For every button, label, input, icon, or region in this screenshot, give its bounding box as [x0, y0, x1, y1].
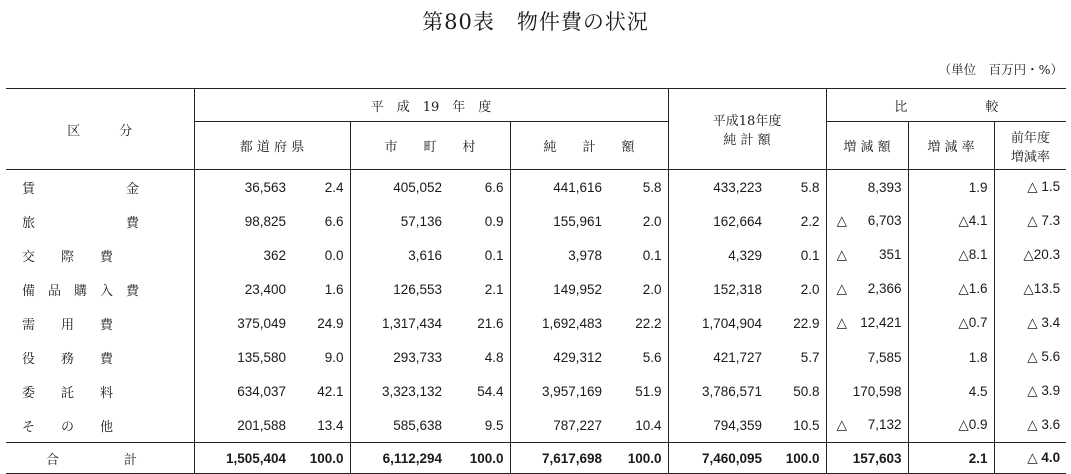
net-value: 155,961 — [510, 204, 608, 238]
pref-pct: 13.4 — [317, 417, 344, 433]
pref-value: 362 — [194, 238, 292, 272]
rate-value: △1.6 — [908, 272, 994, 306]
table-row — [6, 374, 1066, 408]
city-pct: 2.1 — [484, 281, 504, 297]
row-label: 旅 費 — [22, 215, 140, 231]
city-pct: 54.4 — [477, 383, 504, 399]
city-value: 405,052 — [350, 170, 448, 205]
table-row — [6, 340, 1066, 374]
pref-value: 1,505,404 — [194, 443, 292, 474]
header-h19: 平 成 19 年 度 — [194, 89, 668, 122]
city-pct: 9.5 — [484, 417, 504, 433]
diff-value — [826, 204, 908, 238]
city-value: 57,136 — [350, 204, 448, 238]
city-value: 126,553 — [350, 272, 448, 306]
diff-number: 7,132 — [867, 417, 902, 432]
h18-value: 433,223 — [668, 170, 768, 205]
diff-number: 157,603 — [852, 450, 902, 466]
pref-pct: 1.6 — [324, 281, 344, 297]
header-diff: 増 減 額 — [826, 122, 908, 170]
city-pct: 100.0 — [448, 443, 510, 474]
header-prev — [994, 122, 1066, 170]
pref-value: 135,580 — [194, 340, 292, 374]
pref-pct: 0.0 — [324, 247, 344, 263]
diff-value — [826, 272, 908, 306]
city-value: 3,323,132 — [350, 374, 448, 408]
diff-value — [826, 238, 908, 272]
header-category: 区 分 — [6, 89, 194, 170]
net-value: 441,616 — [510, 170, 608, 205]
diff-number: 2,366 — [867, 281, 902, 296]
pref-value: 23,400 — [194, 272, 292, 306]
h18-pct: 0.1 — [800, 247, 820, 263]
city-pct: 0.1 — [484, 247, 504, 263]
net-pct: 100.0 — [608, 443, 668, 474]
rate-value: 1.8 — [908, 340, 994, 374]
header-prev-line2: 増減率 — [1010, 149, 1050, 165]
h18-value: 162,664 — [668, 204, 768, 238]
h18-pct: 5.7 — [800, 349, 820, 365]
rate-value: △4.1 — [908, 204, 994, 238]
pref-value: 375,049 — [194, 306, 292, 340]
diff-sign: △ — [836, 315, 847, 330]
diff-sign: △ — [836, 247, 847, 262]
table-row — [6, 408, 1066, 443]
table-row — [6, 204, 1066, 238]
h18-pct: 100.0 — [768, 443, 826, 474]
net-value: 149,952 — [510, 272, 608, 306]
city-value: 6,112,294 — [350, 443, 448, 474]
h18-value: 421,727 — [668, 340, 768, 374]
prev-rate-value: △20.3 — [994, 238, 1066, 272]
pref-pct: 2.4 — [324, 179, 344, 195]
table-row — [6, 170, 1066, 205]
header-h18 — [668, 89, 826, 170]
diff-value — [826, 340, 908, 374]
diff-value — [826, 306, 908, 340]
diff-value — [826, 374, 908, 408]
header-city: 市 町 村 — [350, 122, 510, 170]
table-row — [6, 272, 1066, 306]
row-label: 交 際 費 — [22, 249, 114, 265]
prev-rate-value: △ 1.5 — [994, 170, 1066, 205]
row-label: 備 品 購 入 費 — [22, 283, 140, 299]
unit-note: （単位 百万円・%） — [938, 62, 1063, 77]
header-h18-line2: 純 計 額 — [723, 133, 771, 148]
net-pct: 0.1 — [642, 247, 662, 263]
h18-value: 152,318 — [668, 272, 768, 306]
rate-value: △0.7 — [908, 306, 994, 340]
h18-pct: 2.2 — [800, 213, 820, 229]
pref-pct: 100.0 — [292, 443, 350, 474]
table-row — [6, 238, 1066, 272]
h18-value: 7,460,095 — [668, 443, 768, 474]
city-value: 293,733 — [350, 340, 448, 374]
h18-value: 1,704,904 — [668, 306, 768, 340]
pref-value: 201,588 — [194, 408, 292, 443]
h18-value: 4,329 — [668, 238, 768, 272]
prev-rate-value: △13.5 — [994, 272, 1066, 306]
prev-rate-value: △ 3.9 — [994, 374, 1066, 408]
diff-value — [826, 408, 908, 443]
city-pct: 0.9 — [484, 213, 504, 229]
rate-value: △0.9 — [908, 408, 994, 443]
prev-rate-value: △ 3.4 — [994, 306, 1066, 340]
row-label: 役 務 費 — [22, 351, 114, 367]
diff-number: 170,598 — [852, 383, 902, 399]
net-pct: 5.8 — [642, 179, 662, 195]
h18-pct: 10.5 — [793, 417, 820, 433]
h18-pct: 2.0 — [800, 281, 820, 297]
net-pct: 22.2 — [635, 315, 662, 331]
rate-value: 2.1 — [908, 443, 994, 474]
header-rate: 増 減 率 — [908, 122, 994, 170]
city-pct: 21.6 — [477, 315, 504, 331]
diff-number: 8,393 — [867, 179, 902, 195]
prev-rate-value: △ 5.6 — [994, 340, 1066, 374]
net-value: 3,978 — [510, 238, 608, 272]
diff-sign: △ — [836, 417, 847, 432]
city-value: 585,638 — [350, 408, 448, 443]
rate-value: △8.1 — [908, 238, 994, 272]
diff-sign: △ — [836, 213, 847, 228]
diff-number: 12,421 — [860, 315, 902, 330]
row-label: 賃 金 — [22, 181, 140, 197]
net-pct: 2.0 — [642, 281, 662, 297]
page-title: 第80表 物件費の状況 — [422, 10, 649, 34]
h18-value: 3,786,571 — [668, 374, 768, 408]
table-row — [6, 306, 1066, 340]
row-label: そ の 他 — [22, 419, 114, 435]
city-value: 3,616 — [350, 238, 448, 272]
header-prev-line1: 前年度 — [1010, 130, 1050, 146]
net-pct: 51.9 — [635, 383, 662, 399]
prev-rate-value: △ 3.6 — [994, 408, 1066, 443]
diff-number: 351 — [879, 247, 902, 262]
net-value: 3,957,169 — [510, 374, 608, 408]
pref-value: 98,825 — [194, 204, 292, 238]
h18-pct: 50.8 — [793, 383, 820, 399]
diff-number: 7,585 — [867, 349, 902, 365]
h18-pct: 5.8 — [800, 179, 820, 195]
pref-pct: 9.0 — [324, 349, 344, 365]
header-net: 純 計 額 — [510, 122, 668, 170]
total-label: 合 計 — [6, 443, 194, 474]
city-value: 1,317,434 — [350, 306, 448, 340]
pref-value: 36,563 — [194, 170, 292, 205]
h18-value: 794,359 — [668, 408, 768, 443]
prev-rate-value: △ 4.0 — [994, 443, 1066, 474]
net-pct: 10.4 — [635, 417, 662, 433]
rate-value: 1.9 — [908, 170, 994, 205]
diff-value — [826, 443, 908, 474]
pref-pct: 6.6 — [324, 213, 344, 229]
net-value: 7,617,698 — [510, 443, 608, 474]
net-pct: 5.6 — [642, 349, 662, 365]
pref-value: 634,037 — [194, 374, 292, 408]
net-pct: 2.0 — [642, 213, 662, 229]
city-pct: 6.6 — [484, 179, 504, 195]
expense-table — [6, 88, 1066, 474]
pref-pct: 24.9 — [317, 315, 344, 331]
pref-pct: 42.1 — [317, 383, 344, 399]
header-h18-line1: 平成18年度 — [712, 114, 782, 129]
rate-value: 4.5 — [908, 374, 994, 408]
header-compare: 比 較 — [826, 89, 1066, 122]
diff-number: 6,703 — [867, 213, 902, 228]
h18-pct: 22.9 — [793, 315, 820, 331]
diff-sign: △ — [836, 281, 847, 296]
net-value: 787,227 — [510, 408, 608, 443]
header-pref: 都 道 府 県 — [194, 122, 350, 170]
total-row — [6, 443, 1066, 474]
net-value: 429,312 — [510, 340, 608, 374]
diff-value — [826, 170, 908, 205]
net-value: 1,692,483 — [510, 306, 608, 340]
row-label: 需 用 費 — [22, 317, 114, 333]
city-pct: 4.8 — [484, 349, 504, 365]
prev-rate-value: △ 7.3 — [994, 204, 1066, 238]
row-label: 委 託 料 — [22, 385, 114, 401]
